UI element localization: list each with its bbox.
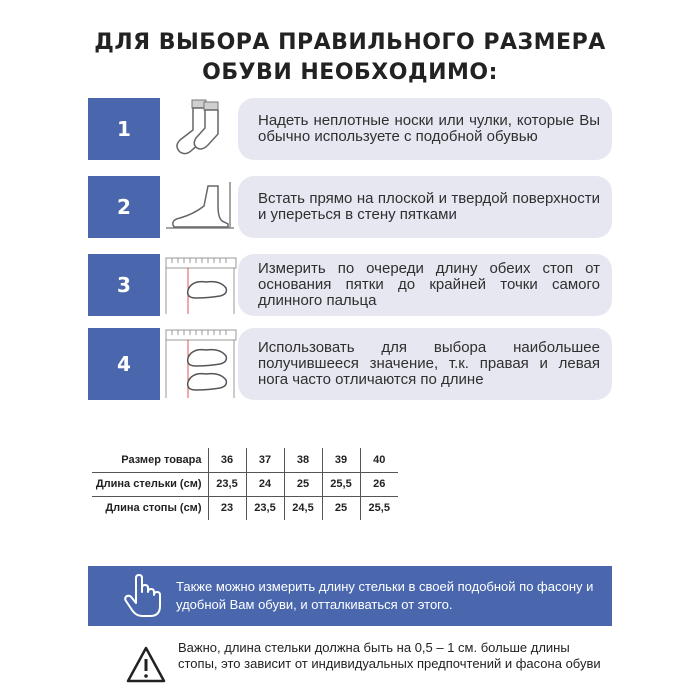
table-row (92, 496, 398, 520)
step-text: Измерить по очереди длину обеих стоп от основания пятки до крайней точки самого длинного пальца (258, 260, 600, 309)
table-cell: 25,5 (360, 496, 398, 520)
size-table (92, 448, 398, 520)
table-cell: 23,5 (246, 496, 284, 520)
pointing-hand-icon (122, 574, 162, 618)
step-number: 2 (88, 176, 160, 238)
tip-banner (88, 566, 612, 626)
step-text-box (238, 176, 612, 238)
row-label: Длина стопы (см) (105, 502, 202, 515)
step-text-box (238, 254, 612, 316)
step-1 (88, 98, 612, 160)
title-emphasis: ПРАВИЛЬНОГО (278, 30, 476, 55)
table-cell: 25 (284, 472, 322, 496)
step-text-box (238, 328, 612, 400)
compare-feet-icon (160, 328, 240, 400)
warning-text: Важно, длина стельки должна быть на 0,5 – 1 см. больше длины стопы, это зависит от индивидуальных предпочтений и фасона обуви (178, 640, 601, 671)
table-cell: 24,5 (284, 496, 322, 520)
warning-note (88, 640, 612, 692)
measure-feet-icon (160, 254, 240, 316)
title-line-2: ОБУВИ НЕОБХОДИМО: (202, 60, 498, 85)
table-cell: 38 (284, 448, 322, 472)
step-text: Надеть неплотные носки или чулки, которые Вы обычно используете с подобной обувью (258, 112, 600, 145)
table-cell: 40 (360, 448, 398, 472)
sock-icon (160, 98, 240, 160)
table-cell: 23 (208, 496, 246, 520)
page-title (0, 28, 700, 88)
title-part-c: РАЗМЕРА (475, 30, 606, 55)
tip-text: Также можно измерить длину стельки в своей подобной по фасону и удобной Вам обуви, и отталкиваться от этого. (176, 579, 594, 612)
table-cell: 37 (246, 448, 284, 472)
table-cell: 25,5 (322, 472, 360, 496)
row-label: Размер товара (92, 448, 208, 472)
table-row (92, 448, 398, 472)
step-number: 1 (88, 98, 160, 160)
step-number: 3 (88, 254, 160, 316)
warning-triangle-icon (126, 646, 166, 684)
step-number: 4 (88, 328, 160, 400)
step-2 (88, 176, 612, 238)
table-cell: 39 (322, 448, 360, 472)
title-part-a: ДЛЯ ВЫБОРА (94, 30, 279, 55)
step-3 (88, 254, 612, 316)
table-row (92, 472, 398, 496)
row-label: Длина стельки (см) (92, 472, 208, 496)
title-line-1 (0, 28, 700, 58)
table-cell: 36 (208, 448, 246, 472)
step-4 (88, 328, 612, 400)
foot-against-wall-icon (160, 176, 240, 238)
table-cell: 24 (246, 472, 284, 496)
table-cell: 25 (322, 496, 360, 520)
step-text-box (238, 98, 612, 160)
step-text: Использовать для выбора наибольшее получившееся значение, т.к. правая и левая нога часто отличаются по длине (258, 339, 600, 388)
table-cell: 26 (360, 472, 398, 496)
step-text: Встать прямо на плоской и твердой поверхности и упереться в стену пятками (258, 190, 600, 223)
table-cell: 23,5 (208, 472, 246, 496)
